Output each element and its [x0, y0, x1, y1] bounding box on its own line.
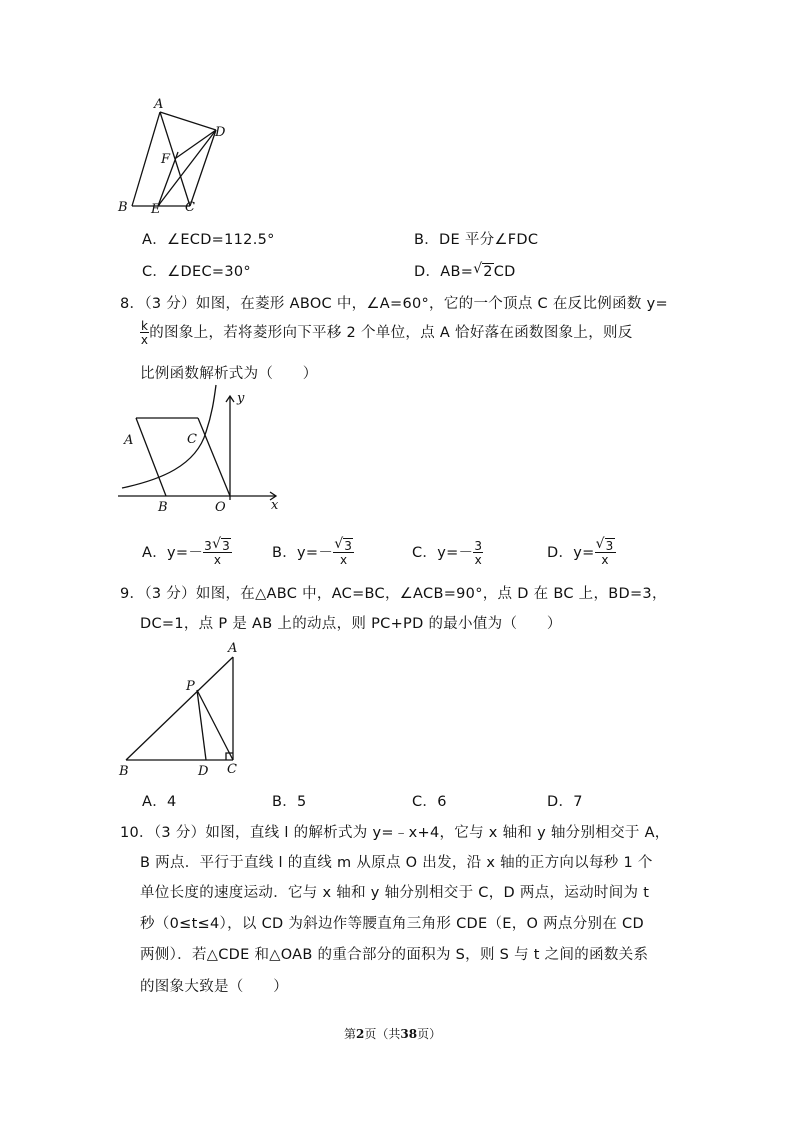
fig7-label-c: C	[185, 200, 195, 215]
q7-option-c: C．∠DEC=30°	[142, 264, 251, 280]
fig7-label-a: A	[154, 97, 164, 112]
coef: 3	[204, 539, 213, 553]
frac-numerator: k	[141, 319, 149, 333]
q9-line-2: DC=1，点 P 是 AB 上的动点，则 PC+PD 的最小值为（ ）	[140, 616, 562, 632]
q9-option-b: B．5	[272, 794, 307, 810]
footer-total-pages: 38	[400, 1027, 418, 1041]
q8-option-c-prefix: C．y=－	[412, 545, 474, 561]
radicand: 3	[222, 539, 231, 553]
footer-pre: 第	[344, 1027, 357, 1041]
fig7-label-b: B	[118, 200, 128, 215]
frac-denominator: x	[601, 553, 609, 567]
q7-option-b: B．DE 平分∠FDC	[414, 232, 539, 248]
q8-line-3: 比例函数解析式为（ ）	[140, 366, 318, 382]
fig9-label-c: C	[227, 762, 237, 777]
q10-line-4: 秒（0≤t≤4），以 CD 为斜边作等腰直角三角形 CDE（E，O 两点分别在 CD	[140, 916, 644, 932]
q8-option-b-prefix: B．y=－	[272, 545, 334, 561]
fig8-label-b: B	[158, 500, 168, 515]
q10-line-3: 单位长度的速度运动．它与 x 轴和 y 轴分别相交于 C，D 两点，运动时间为 t	[140, 885, 650, 901]
fig8-label-o: O	[215, 500, 226, 515]
footer-mid: 页（共	[364, 1027, 401, 1041]
frac-denominator: x	[474, 553, 483, 567]
page-footer	[344, 1025, 441, 1042]
fig8-label-a: A	[124, 433, 134, 448]
fig7-label-e: E	[151, 202, 161, 217]
frac-denominator: x	[140, 333, 149, 347]
fig8-label-x: x	[271, 498, 279, 513]
fig7-label-d: D	[215, 125, 226, 140]
fig9-label-a: A	[228, 641, 238, 656]
q7-option-d-prefix: D．AB=	[414, 264, 474, 280]
footer-post: 页）	[417, 1027, 442, 1041]
q9-line-1: 9．（3 分）如图，在△ABC 中，AC=BC，∠ACB=90°，点 D 在 BC 上，BD=3，	[120, 586, 667, 602]
frac-denominator: x	[339, 553, 348, 567]
q8-line-2-text: 的图象上，若将菱形向下平移 2 个单位，点 A 恰好落在函数图象上，则反	[149, 325, 633, 341]
fig9-label-d: D	[198, 764, 209, 779]
q7-option-d-suffix: CD	[493, 264, 516, 280]
q10-line-1: 10．（3 分）如图，直线 l 的解析式为 y=﹣x+4，它与 x 轴和 y 轴分别相交于 A，	[120, 825, 670, 841]
frac-denominator: x	[213, 553, 222, 567]
q8-option-a-prefix: A．y=－	[142, 545, 204, 561]
footer-page-number: 2	[356, 1027, 365, 1041]
q8-option-d-prefix: D．y=	[547, 545, 595, 561]
q9-option-d: D．7	[547, 794, 583, 810]
fig8-label-c: C	[187, 432, 197, 447]
q10-line-5: 两侧）．若△CDE 和△OAB 的重合部分的面积为 S，则 S 与 t 之间的函数关系	[140, 947, 649, 963]
q9-option-c: C．6	[412, 794, 447, 810]
q9-option-a: A．4	[142, 794, 177, 810]
fig9-label-b: B	[119, 764, 129, 779]
q7-option-a: A．∠ECD=112.5°	[142, 232, 275, 248]
fig8-label-y: y	[237, 391, 245, 406]
radicand: 3	[605, 539, 614, 553]
fig7-label-f: F	[161, 152, 171, 167]
q10-line-6: 的图象大致是（ ）	[140, 979, 288, 995]
frac-numerator: 3	[474, 539, 483, 553]
radicand: 3	[344, 539, 353, 553]
q10-line-2: B 两点．平行于直线 l 的直线 m 从原点 O 出发，沿 x 轴的正方向以每秒 1 个	[140, 855, 653, 871]
fig9-label-p: P	[186, 679, 195, 694]
q7-option-d-radicand: 2	[483, 264, 493, 280]
q8-line-1: 8．（3 分）如图，在菱形 ABOC 中，∠A=60°，它的一个顶点 C 在反比例函数 y=	[120, 296, 668, 312]
